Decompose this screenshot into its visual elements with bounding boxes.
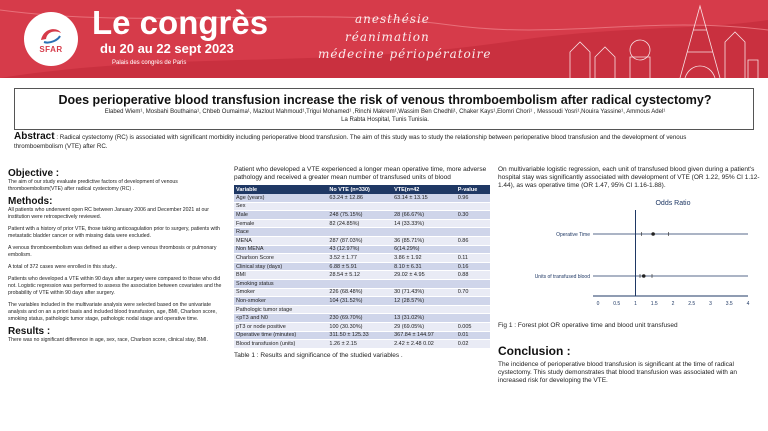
- table-row: [234, 219, 490, 228]
- table-cell: [392, 305, 456, 314]
- right-column: [498, 166, 760, 384]
- table-cell: 1.26 ± 2.15: [327, 340, 392, 349]
- table-row: [234, 305, 490, 314]
- table-cell: 0.005: [456, 322, 490, 331]
- tagline-perioperative: médecine périopératoire: [318, 47, 492, 61]
- objective-heading: Objective :: [8, 168, 60, 179]
- congress-title: Le congrès: [92, 4, 269, 41]
- category-label: Units of transfused blood: [534, 274, 590, 280]
- table-row: [234, 262, 490, 271]
- methods-heading: Methods:: [8, 196, 53, 207]
- methods-paragraph: All patients who underwent open RC between January 2006 and December 2021 at our institution were retrospectively reviewed.: [8, 207, 210, 220]
- table-cell: [392, 228, 456, 237]
- congress-dates: du 20 au 22 sept 2023: [100, 41, 234, 56]
- table-row: [234, 322, 490, 331]
- table-cell: Non-smoker: [234, 297, 327, 306]
- table-cell: [456, 228, 490, 237]
- poster-authors: Elabed Wiem¹, Mosbahi Bouthaina¹, Chbeb Oumaima¹, Mazlout Mahmoud¹,Trigui Mohamed¹ ,Rinchi Makrem¹,Wassim Ben Chedhli¹, Chaker Kays¹,Elomri Chori¹ , Messoudi Yosri¹,Nouira Yassine¹, Ammous Adel¹: [104, 109, 666, 115]
- abstract-text: : Radical cystectomy (RC) is associated with significant morbidity including perioperative blood transfusion. The aim of this study was to study the relationship between perioperative blood transfusion and the development of venous thromboembolism (VTE) after RC.: [14, 134, 687, 150]
- table-cell: [392, 279, 456, 288]
- table-cell: 230 (69.70%): [327, 314, 392, 323]
- table-cell: BMI: [234, 271, 327, 280]
- table-cell: [456, 219, 490, 228]
- table-cell: 3.52 ± 1.77: [327, 254, 392, 263]
- tagline-anesthesia: anesthésie: [355, 12, 430, 26]
- table-cell: Clinical stay (days): [234, 262, 327, 271]
- figure-caption: Fig 1 : Forest plot OR operative time and blood unit transfused: [498, 322, 678, 329]
- conclusion-text: The incidence of perioperative blood transfusion is significant at the time of radical cystectomy. This study demonstrates that blood transfusion was associated with an increased risk for developing the VTE.: [498, 361, 737, 384]
- table-row: [234, 288, 490, 297]
- x-tick-label: 3.5: [725, 301, 733, 307]
- table-cell: Operative time (minutes): [234, 331, 327, 340]
- table-cell: 12 (28.57%): [392, 297, 456, 306]
- table-row: [234, 245, 490, 254]
- table-cell: Charlson Score: [234, 254, 327, 263]
- table-row: [234, 211, 490, 220]
- table-cell: 0.01: [456, 331, 490, 340]
- table-cell: [327, 202, 392, 211]
- tagline-reanimation: réanimation: [345, 30, 430, 44]
- table-row: [234, 254, 490, 263]
- table-cell: 100 (30.30%): [327, 322, 392, 331]
- table-cell: 2.42 ± 2.48 0.02: [392, 340, 456, 349]
- table-cell: 3.86 ± 1.92: [392, 254, 456, 263]
- x-tick-label: 1: [634, 301, 637, 307]
- table-cell: [327, 228, 392, 237]
- table-cell: 367.84 ± 144.97: [392, 331, 456, 340]
- table-cell: 43 (12.97%): [327, 245, 392, 254]
- results-table: [234, 185, 490, 349]
- table-cell: [456, 279, 490, 288]
- table-cell: [392, 202, 456, 211]
- table-cell: 104 (31.52%): [327, 297, 392, 306]
- table-cell: 29.02 ± 4.95: [392, 271, 456, 280]
- table-row: [234, 202, 490, 211]
- table-cell: Female: [234, 219, 327, 228]
- table-row: [234, 236, 490, 245]
- poster-affiliation: La Rabta Hospital, Tunis Tunisia.: [341, 117, 429, 123]
- table-cell: 287 (87.03%): [327, 236, 392, 245]
- table-cell: 226 (68.48%): [327, 288, 392, 297]
- table-row: [234, 340, 490, 349]
- table-cell: [456, 202, 490, 211]
- methods-paragraph: A venous thromboembolism was defined as either a deep venous thrombosis or pulmonary embolism.: [8, 245, 217, 258]
- table-cell: Age (years): [234, 194, 327, 202]
- x-tick-label: 0: [596, 301, 600, 307]
- results-text: There was no significant difference in age, sex, race, Charlson score, clinical stay, BMI.: [8, 337, 208, 343]
- x-tick-label: 0.5: [613, 301, 621, 307]
- objective-text: The aim of our study evaluate predictive factors of development of venous thromboembolism(VTE) after radical cystectomy (RC) .: [8, 179, 178, 192]
- table-header-cell: No VTE (n=330): [327, 185, 392, 194]
- table-cell: 0.16: [456, 262, 490, 271]
- table-caption: Table 1 : Results and significance of the studied variables .: [234, 351, 403, 359]
- conclusion: [498, 344, 760, 385]
- table-cell: Pathologic tumor stage: [234, 305, 327, 314]
- table-cell: 8.10 ± 6.31: [392, 262, 456, 271]
- congress-banner: [0, 0, 768, 78]
- table-cell: 30 (71.43%): [392, 288, 456, 297]
- x-tick-label: 1.5: [650, 301, 658, 307]
- title-box: [14, 88, 754, 130]
- table-cell: <pT3 and N0: [234, 314, 327, 323]
- table-cell: Male: [234, 211, 327, 220]
- results-heading: Results :: [8, 326, 51, 337]
- table-cell: 63.24 ± 12.86: [327, 194, 392, 202]
- category-label: Operative Time: [556, 232, 590, 238]
- table-cell: Smoker: [234, 288, 327, 297]
- left-column: [8, 168, 223, 349]
- table-header-row: [234, 185, 490, 194]
- x-tick-label: 2.5: [688, 301, 696, 307]
- table-cell: Blood transfusion (units): [234, 340, 327, 349]
- forest-plot: [498, 196, 760, 316]
- odds-ratio-point: [651, 232, 655, 236]
- table-cell: 0.02: [456, 340, 490, 349]
- table-header-cell: Variable: [234, 185, 327, 194]
- table-row: [234, 194, 490, 202]
- methods-paragraph: The variables included in the multivariate analysis were selected based on the univariate analysis and on an a priori basis and included blood transfusion, age, BMI, Charlson score, smoking status, pathologic tumor stage, pathologic nodal stage and operative time.: [8, 302, 217, 322]
- table-cell: Non MENA: [234, 245, 327, 254]
- table-cell: [456, 314, 490, 323]
- middle-column: [234, 166, 494, 359]
- table-cell: 311.50 ± 125.33: [327, 331, 392, 340]
- table-cell: Smoking status: [234, 279, 327, 288]
- table-body: [234, 194, 490, 348]
- table-cell: [456, 305, 490, 314]
- table-cell: 63.14 ± 13.15: [392, 194, 456, 202]
- table-cell: 0.30: [456, 211, 490, 220]
- table-cell: 28.54 ± 5.12: [327, 271, 392, 280]
- regression-intro: On multivariable logistic regression, each unit of transfused blood given during a patient's hospital stay was significantly associated with development of VTE (OR 1.22, 95% CI 1.12-1.44), as was operative time (OR 1.47, 95% CI 1.16-1.88).: [498, 166, 760, 189]
- table-cell: 36 (85.71%): [392, 236, 456, 245]
- table-cell: 6.88 ± 5.91: [327, 262, 392, 271]
- paris-skyline-icon: [560, 2, 760, 78]
- methods-paragraph: Patient with a history of prior VTE, those taking anticoagulation prior to surgery, patients with metastatic bladder cancer or with missing data were excluded.: [8, 226, 220, 239]
- table-cell: 28 (66.67%): [392, 211, 456, 220]
- x-tick-label: 3: [709, 301, 712, 307]
- table-header-cell: VTE(n=42: [392, 185, 456, 194]
- table-intro: Patient who developed a VTE experienced a longer mean operative time, more adverse pathology and received a greater mean number of transfused units of blood: [234, 166, 487, 181]
- table-cell: [456, 245, 490, 254]
- table-row: [234, 279, 490, 288]
- table-cell: 0.70: [456, 288, 490, 297]
- table-cell: [327, 305, 392, 314]
- table-cell: 248 (75.15%): [327, 211, 392, 220]
- table-cell: 29 (69.05%): [392, 322, 456, 331]
- table-cell: Sex: [234, 202, 327, 211]
- table-cell: 0.96: [456, 194, 490, 202]
- table-cell: 0.88: [456, 271, 490, 280]
- x-tick-label: 4: [746, 301, 750, 307]
- chart-title: Odds Ratio: [655, 200, 691, 207]
- table-cell: 82 (24.85%): [327, 219, 392, 228]
- odds-ratio-point: [642, 274, 646, 278]
- x-tick-label: 2: [671, 301, 675, 307]
- table-cell: 13 (31.02%): [392, 314, 456, 323]
- logo-text: SFAR: [39, 44, 63, 54]
- abstract-label: Abstract: [14, 131, 55, 142]
- table-cell: MENA: [234, 236, 327, 245]
- sfar-logo: [24, 12, 78, 66]
- table-row: [234, 297, 490, 306]
- methods-paragraph: A total of 372 cases were enrolled in this study..: [8, 264, 118, 270]
- table-cell: 14 (33.33%): [392, 219, 456, 228]
- sfar-swirl-icon: [38, 25, 64, 45]
- table-cell: 0.11: [456, 254, 490, 263]
- table-cell: Race: [234, 228, 327, 237]
- table-cell: 0.86: [456, 236, 490, 245]
- table-row: [234, 228, 490, 237]
- table-cell: pT3 or node positive: [234, 322, 327, 331]
- methods-paragraph: Patients who developed a VTE within 90 days after surgery were compared to those who did not. Logistic regression was performed to assess the association between covariates and the probability of VTE within 90 days after surgery.: [8, 276, 222, 296]
- table-row: [234, 314, 490, 323]
- poster-title: Does perioperative blood transfusion increase the risk of venous thromboembolism after radical cystectomy?: [58, 93, 712, 107]
- table-header-cell: P-value: [456, 185, 490, 194]
- table-row: [234, 271, 490, 280]
- conclusion-heading: Conclusion :: [498, 344, 571, 358]
- abstract: [14, 132, 734, 151]
- table-cell: 6(14.29%): [392, 245, 456, 254]
- table-row: [234, 331, 490, 340]
- congress-venue: Palais des congrès de Paris: [112, 60, 187, 66]
- table-cell: [456, 297, 490, 306]
- table-cell: [327, 279, 392, 288]
